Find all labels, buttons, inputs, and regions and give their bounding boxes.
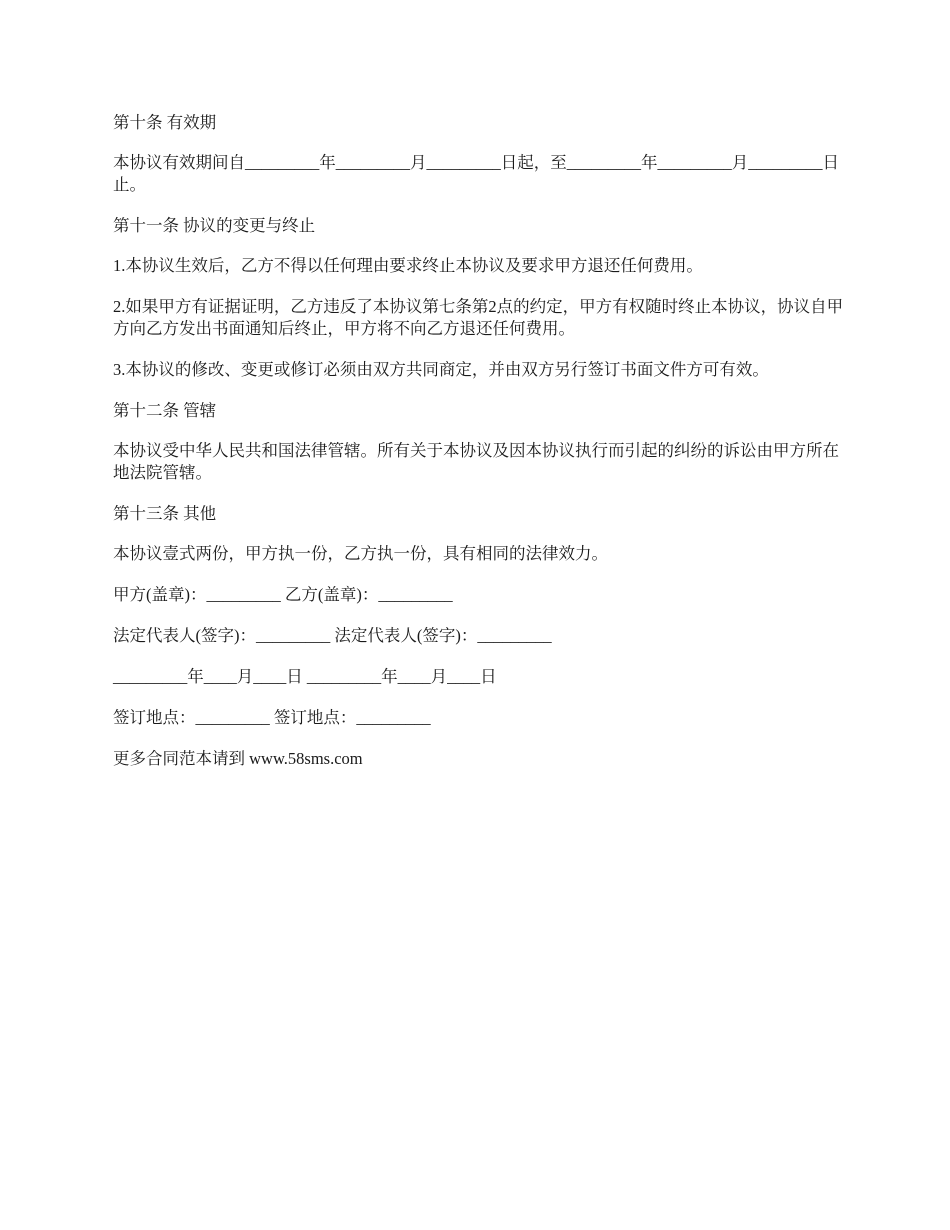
signature-places: 签订地点：_________ 签订地点：_________ — [113, 708, 431, 727]
article-11-title: 第十一条 协议的变更与终止 — [113, 216, 316, 235]
signature-representatives: 法定代表人(签字)：_________ 法定代表人(签字)：_________ — [113, 626, 552, 645]
article-11-item-2: 2.如果甲方有证据证明，乙方违反了本协议第七条第2点的约定，甲方有权随时终止本协议，协议自甲方向乙方发出书面通知后终止，甲方将不向乙方退还任何费用。 — [113, 297, 844, 338]
signature-parties: 甲方(盖章)：_________ 乙方(盖章)：_________ — [113, 585, 453, 604]
footer-link-text: 更多合同范本请到 www.58sms.com — [113, 749, 363, 768]
article-10-title: 第十条 有效期 — [113, 113, 217, 132]
article-12-title: 第十二条 管辖 — [113, 401, 217, 420]
article-11-item-1: 1.本协议生效后，乙方不得以任何理由要求终止本协议及要求甲方退还任何费用。 — [113, 256, 703, 275]
article-13-body: 本协议壹式两份，甲方执一份，乙方执一份，具有相同的法律效力。 — [113, 544, 608, 563]
article-12-body: 本协议受中华人民共和国法律管辖。所有关于本协议及因本协议执行而引起的纠纷的诉讼由甲方所在地法院管辖。 — [113, 441, 839, 482]
document-page — [113, 112, 848, 789]
article-13-title: 第十三条 其他 — [113, 504, 217, 523]
article-10-body: 本协议有效期间自_________年_________月_________日起，至_________年_________月_________日止。 — [113, 153, 839, 194]
signature-dates: _________年____月____日 _________年____月____日 — [113, 667, 497, 686]
article-11-item-3: 3.本协议的修改、变更或修订必须由双方共同商定，并由双方另行签订书面文件方可有效。 — [113, 360, 769, 379]
